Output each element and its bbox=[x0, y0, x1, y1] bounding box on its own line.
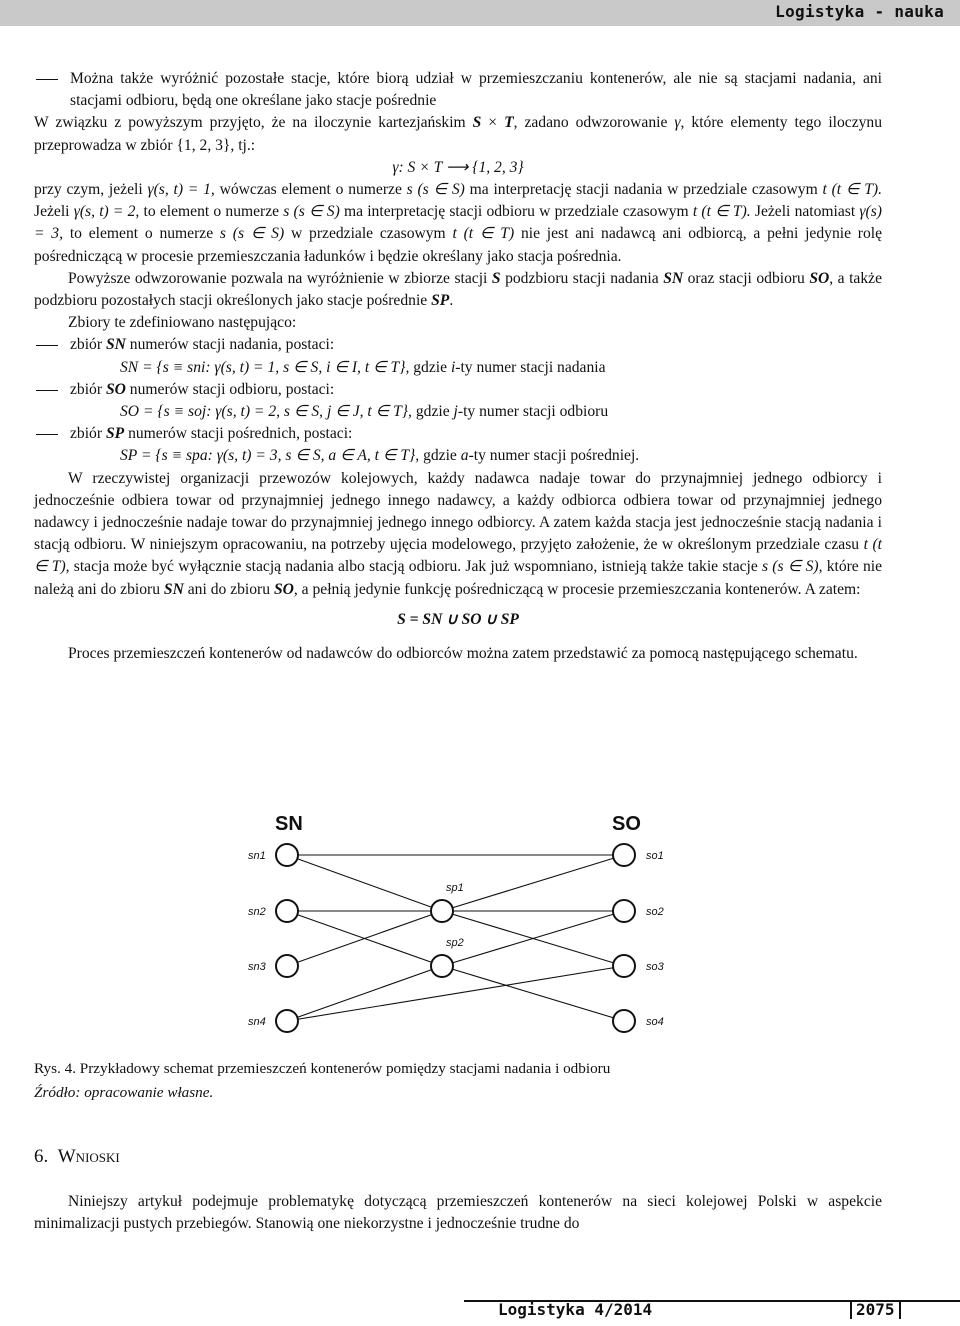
bullet-so: zbiór SO numerów stacji odbioru, postaci: bbox=[34, 379, 882, 401]
running-header: Logistyka - nauka bbox=[775, 2, 944, 21]
formula-gamma: γ: S × T ⟶ {1, 2, 3} bbox=[392, 158, 524, 176]
edge-sp1-so1 bbox=[442, 855, 624, 911]
station-diagram bbox=[220, 808, 690, 1038]
paragraph-subsets: Powyższe odwzorowanie pozwala na wyróżnienie w zbiorze stacji S podzbioru stacji nadania SN oraz stacji odbioru SO, a także podzbioru pozostałych stacji określonych jako stacje pośrednie SP. bbox=[34, 269, 882, 310]
formula-sn: SN = {s ≡ sni: γ(s, t) = 1, s ∈ S, i ∈ I, t ∈ T}, gdzie i-ty numer stacji nadania bbox=[120, 358, 606, 376]
paragraph-definitions: Zbiory te zdefiniowano następująco: bbox=[68, 314, 297, 332]
paragraph-schema-intro: Proces przemieszczeń kontenerów od nadawców do odbiorców można zatem przedstawić za pomocą następującego schematu. bbox=[68, 645, 858, 663]
label-sn1: sn1 bbox=[248, 850, 266, 862]
paragraph-mapping: W związku z powyższym przyjęto, że na iloczynie kartezjańskim S × T, zadano odwzorowanie γ, które elementy tego iloczynu przeprowadza w zbiór {1, 2, 3}, tj.: bbox=[34, 114, 883, 154]
edge-sn4-so3 bbox=[287, 966, 624, 1021]
group-label-so: SO bbox=[612, 813, 641, 835]
bullet-sp: zbiór SP numerów stacji pośrednich, postaci: bbox=[34, 423, 882, 445]
formula-sp: SP = {s ≡ spa: γ(s, t) = 3, s ∈ S, a ∈ A, t ∈ T}, gdzie a-ty numer stacji pośredniej. bbox=[120, 447, 640, 465]
label-sp2: sp2 bbox=[446, 937, 464, 949]
node-so3 bbox=[613, 955, 635, 977]
section-number: 6. bbox=[34, 1146, 49, 1167]
bullet-intermediate-stations: Można także wyróżnić pozostałe stacje, które biorą udział w przemieszczaniu kontenerów, ale nie są stacjami nadania, ani stacjami odbioru, będą one określane jako stacje pośrednie bbox=[34, 68, 882, 112]
node-so2 bbox=[613, 900, 635, 922]
paragraph-real-organization: W rzeczywistej organizacji przewozów kolejowych, każdy nadawca nadaje towar do przynajmniej jednego odbiorcy i jednocześnie odbiera towar od przynajmniej jednego innego nadawcy, a każdy odbiorca odbiera towar od przynajmniej jednego nadawcy i jednocześnie nadaje towar do przynajmniej jednego innego odbiorcy. A zatem każda stacja jest jednocześnie stacją nadania i stacją odbioru. W niniejszym opracowaniu, na potrzeby ujęcia modelowego, przyjęto założenie, że w określonym przedziale czasu t (t ∈ T), stacja może być wyłącznie stacją nadania albo stacją odbioru. Jak już wspomniano, istnieją także takie stacje s (s ∈ S), które nie należą ani do zbioru SN ani do zbioru SO, a pełnią jedynie funkcję pośredniczącą w procesie przemieszczania kontenerów. A zatem: bbox=[34, 469, 882, 598]
label-sp1: sp1 bbox=[446, 882, 464, 894]
node-sp2 bbox=[431, 955, 453, 977]
label-so3: so3 bbox=[646, 961, 664, 973]
node-sn4 bbox=[276, 1010, 298, 1032]
node-sn2 bbox=[276, 900, 298, 922]
header-bar bbox=[0, 0, 960, 26]
label-so1: so1 bbox=[646, 850, 664, 862]
node-so1 bbox=[613, 844, 635, 866]
label-sn4: sn4 bbox=[248, 1016, 266, 1028]
node-so4 bbox=[613, 1010, 635, 1032]
formula-so: SO = {s ≡ soj: γ(s, t) = 2, s ∈ S, j ∈ J, t ∈ T}, gdzie j-ty numer stacji odbioru bbox=[120, 403, 609, 421]
formula-union: S = SN ∪ SO ∪ SP bbox=[397, 610, 519, 628]
header-side-block bbox=[910, 26, 960, 1326]
conclusion-paragraph: Niniejszy artykuł podejmuje problematykę dotyczącą przemieszczeń kontenerów na sieci kolejowej Polski w aspekcie minimalizacji pustych przebiegów. Stanowią one niekorzystne i jednocześnie trudne do bbox=[34, 1193, 882, 1233]
edge-sn4-sp2 bbox=[287, 966, 442, 1021]
label-sn2: sn2 bbox=[248, 906, 266, 918]
figure-caption: Rys. 4. Przykładowy schemat przemieszczeń kontenerów pomiędzy stacjami nadania i odbioru bbox=[34, 1060, 611, 1077]
page-number: 2075 bbox=[850, 1300, 901, 1319]
node-sn3 bbox=[276, 955, 298, 977]
group-label-sn: SN bbox=[275, 813, 303, 835]
label-so4: so4 bbox=[646, 1016, 664, 1028]
edge-sp2-so4 bbox=[442, 966, 624, 1021]
label-sn3: sn3 bbox=[248, 961, 266, 973]
label-so2: so2 bbox=[646, 906, 664, 918]
paragraph-interpretation: przy czym, jeżeli γ(s, t) = 1, wówczas element o numerze s (s ∈ S) ma interpretację stacji nadania w przedziale czasowym t (t ∈ T). Jeżeli γ(s, t) = 2, to element o numerze s (s ∈ S) ma interpretację stacji odbioru w przedziale czasowym t (t ∈ T). Jeżeli natomiast γ(s) = 3, to element o numerze s (s ∈ S) w przedziale czasowym t (t ∈ T) nie jest ani nadawcą ani odbiorcą, a pełni jedynie rolę pośredniczącą w procesie przemieszczania ładunków i będzie określany jako stacja pośrednia. bbox=[34, 181, 883, 265]
section-heading bbox=[34, 1146, 120, 1168]
section-title: Wnioski bbox=[57, 1146, 120, 1167]
node-sp1 bbox=[431, 900, 453, 922]
node-sn1 bbox=[276, 844, 298, 866]
edge-sn1-sp1 bbox=[287, 855, 442, 911]
footer-journal: Logistyka 4/2014 bbox=[498, 1300, 653, 1319]
article-body bbox=[34, 68, 882, 665]
figure-source: Źródło: opracowanie własne. bbox=[34, 1084, 214, 1101]
bullet-sn: zbiór SN numerów stacji nadania, postaci: bbox=[34, 334, 882, 356]
